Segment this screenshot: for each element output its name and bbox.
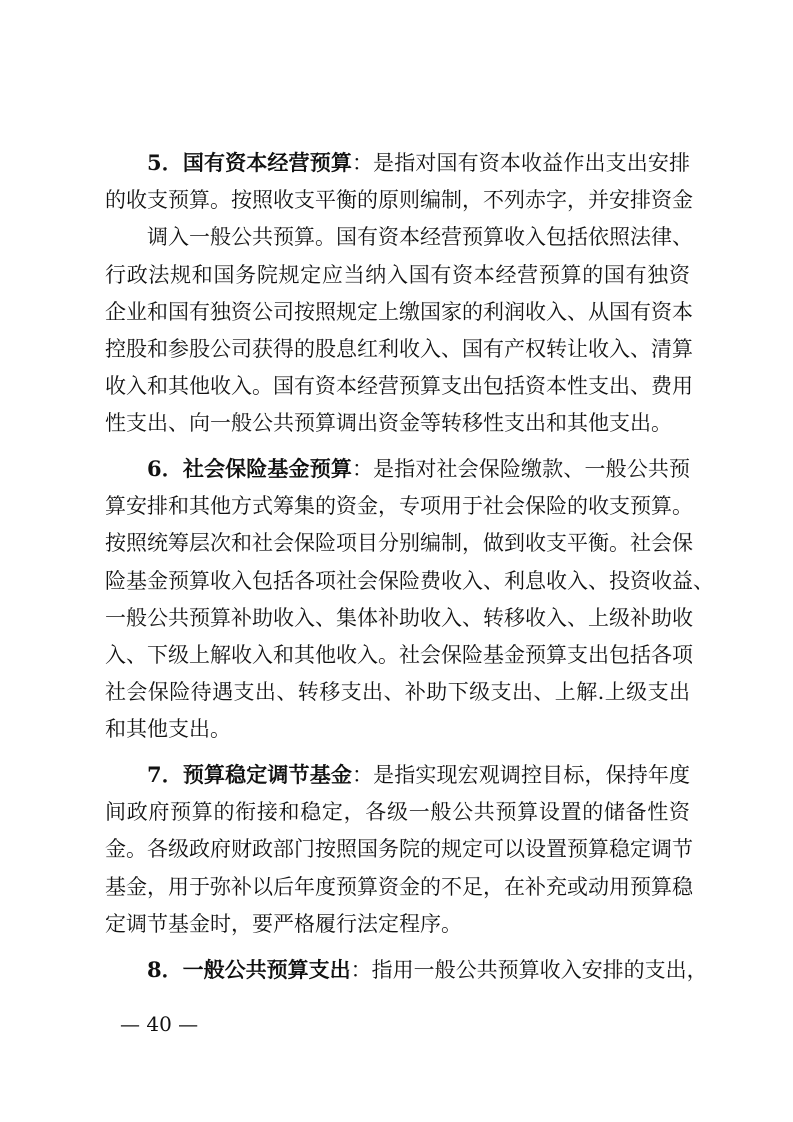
text-line: 间政府预算的衔接和稳定，各级一般公共预算设置的储备性资 bbox=[105, 800, 690, 824]
text-line: 一般公共预算补助收入、集体补助收入、转移收入、上级补助收 bbox=[105, 606, 693, 630]
text-line: 定调节基金时，要严格履行法定程序。 bbox=[105, 912, 462, 936]
text-line: 行政法规和国务院规定应当纳入国有资本经营预算的国有独资 bbox=[105, 263, 690, 287]
text-line: 算安排和其他方式筹集的资金，专项用于社会保险的收支预算。 bbox=[105, 494, 693, 518]
text-line: 基金，用于弥补以后年度预算资金的不足，在补充或动用预算稳 bbox=[105, 875, 693, 899]
section-heading: 7．预算稳定调节基金 bbox=[147, 762, 352, 787]
text-line: 入、下级上解收入和其他收入。社会保险基金预算支出包括各项 bbox=[105, 643, 693, 667]
page-number: — 40 — bbox=[120, 1012, 199, 1036]
text-line: 控股和参股公司获得的股息红利收入、国有产权转让收入、清算 bbox=[105, 337, 693, 361]
text-line: 5．国有资本经营预算：是指对国有资本收益作出支出安排 bbox=[147, 150, 690, 175]
text-line: 8．一般公共预算支出：指用一般公共预算收入安排的支出， bbox=[147, 957, 708, 982]
text-line: 按照统筹层次和社会保险项目分别编制，做到收支平衡。社会保 bbox=[105, 531, 693, 555]
text-line: 调入一般公共预算。国有资本经营预算收入包括依照法律、 bbox=[147, 225, 693, 249]
text-line: 企业和国有独资公司按照规定上缴国家的利润收入、从国有资本 bbox=[105, 300, 693, 324]
text-line: 7．预算稳定调节基金：是指实现宏观调控目标，保持年度 bbox=[147, 762, 690, 787]
section-heading: 8．一般公共预算支出 bbox=[147, 957, 351, 982]
text-line: 的收支预算。按照收支平衡的原则编制，不列赤字，并安排资金 bbox=[105, 188, 693, 212]
text-line: 6．社会保险基金预算：是指对社会保险缴款、一般公共预 bbox=[147, 456, 690, 481]
text-line: 社会保险待遇支出、转移支出、补助下级支出、上解.上级支出 bbox=[105, 680, 690, 704]
text-line: 险基金预算收入包括各项社会保险费收入、利息收入、投资收益、 bbox=[105, 569, 714, 593]
text-line: 收入和其他收入。国有资本经营预算支出包括资本性支出、费用 bbox=[105, 374, 693, 398]
section-heading: 5．国有资本经营预算 bbox=[147, 150, 352, 175]
text-line: 性支出、向一般公共预算调出资金等转移性支出和其他支出。 bbox=[105, 411, 672, 435]
text-line: 金。各级政府财政部门按照国务院的规定可以设置预算稳定调节 bbox=[105, 837, 693, 861]
text-line: 和其他支出。 bbox=[105, 717, 231, 741]
section-heading: 6．社会保险基金预算 bbox=[147, 456, 352, 481]
